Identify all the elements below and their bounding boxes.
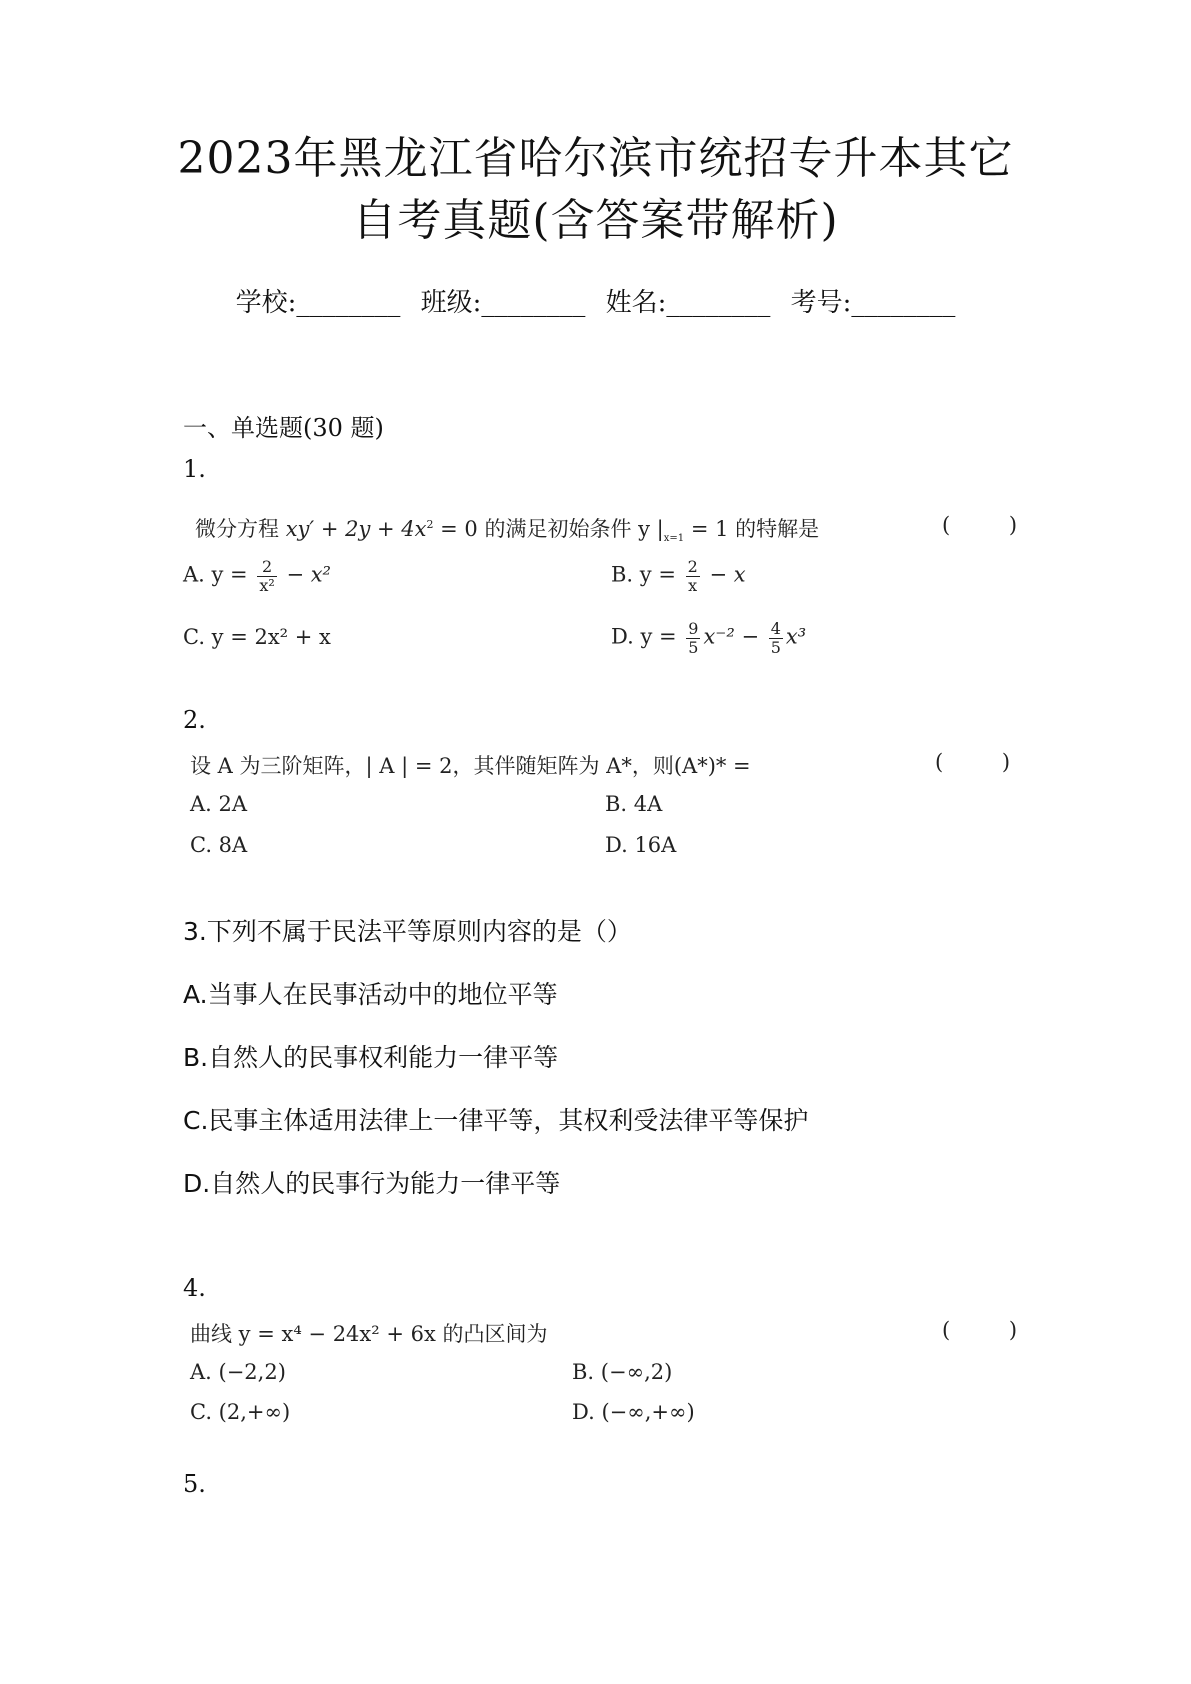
section-heading: 一、单选题(30 题) [183, 414, 384, 442]
question-2-option-a: A. 2A [190, 792, 248, 816]
question-2-option-d: D. 16A [605, 833, 677, 857]
question-4-option-b: B. (−∞,2) [572, 1360, 673, 1384]
name-field: 姓名:________ [605, 288, 771, 318]
page-title-line1: 2023年黑龙江省哈尔滨市统招专升本其它 [177, 133, 1014, 184]
student-info-fields [0, 282, 1191, 319]
question-5-number: 5. [183, 1470, 206, 1498]
question-3-option-c: C.民事主体适用法律上一律平等，其权利受法律平等保护 [183, 1106, 809, 1135]
question-3-option-b: B.自然人的民事权利能力一律平等 [183, 1043, 559, 1072]
question-2-number: 2. [183, 706, 206, 734]
question-1-stem: 微分方程 $xy' + 2y + 4x^2 = 0$ 的满足初始条件 y $|_{x=1} = 1$ 的特解是 [195, 517, 820, 545]
question-1-option-a: A. y = $\frac{2}{\text{x²}}$ − x² [183, 557, 331, 595]
question-1-option-d: D. y = $\frac{9}{5}$ x⁻² − $\frac{4}{5}$ x³ [611, 619, 807, 657]
school-field: 学校:________ [235, 288, 401, 318]
question-4-number: 4. [183, 1274, 206, 1302]
question-4-answer-paren: ( ) [942, 1318, 1044, 1342]
question-1-option-b: B. y = $\frac{2}{x}$ − x [611, 557, 746, 595]
question-4-stem: 曲线 y = x⁴ − 24x² + 6x 的凸区间为 [190, 1322, 548, 1346]
question-3-option-d: D.自然人的民事行为能力一律平等 [183, 1169, 561, 1198]
question-4-option-d: D. (−∞,+∞) [572, 1400, 695, 1424]
class-field: 班级:________ [420, 288, 586, 318]
question-1-option-c: C. y = 2x² + x [183, 625, 331, 649]
question-2-option-b: B. 4A [605, 792, 663, 816]
question-4-option-c: C. (2,+∞) [190, 1400, 291, 1424]
question-3-stem: 3.下列不属于民法平等原则内容的是（） [183, 917, 632, 946]
question-1-number: 1. [183, 455, 206, 483]
question-1-answer-paren: ( ) [942, 513, 1044, 537]
question-2-answer-paren: ( ) [935, 750, 1037, 774]
exam-number-field: 考号:________ [790, 288, 956, 318]
question-2-option-c: C. 8A [190, 833, 248, 857]
question-3-option-a: A.当事人在民事活动中的地位平等 [183, 980, 558, 1009]
question-4-option-a: A. (−2,2) [190, 1360, 286, 1384]
page-title-line2: 自考真题(含答案带解析) [352, 195, 839, 246]
question-2-stem: 设 A 为三阶矩阵，| A | = 2，其伴随矩阵为 A*，则(A*)* = [190, 754, 751, 778]
